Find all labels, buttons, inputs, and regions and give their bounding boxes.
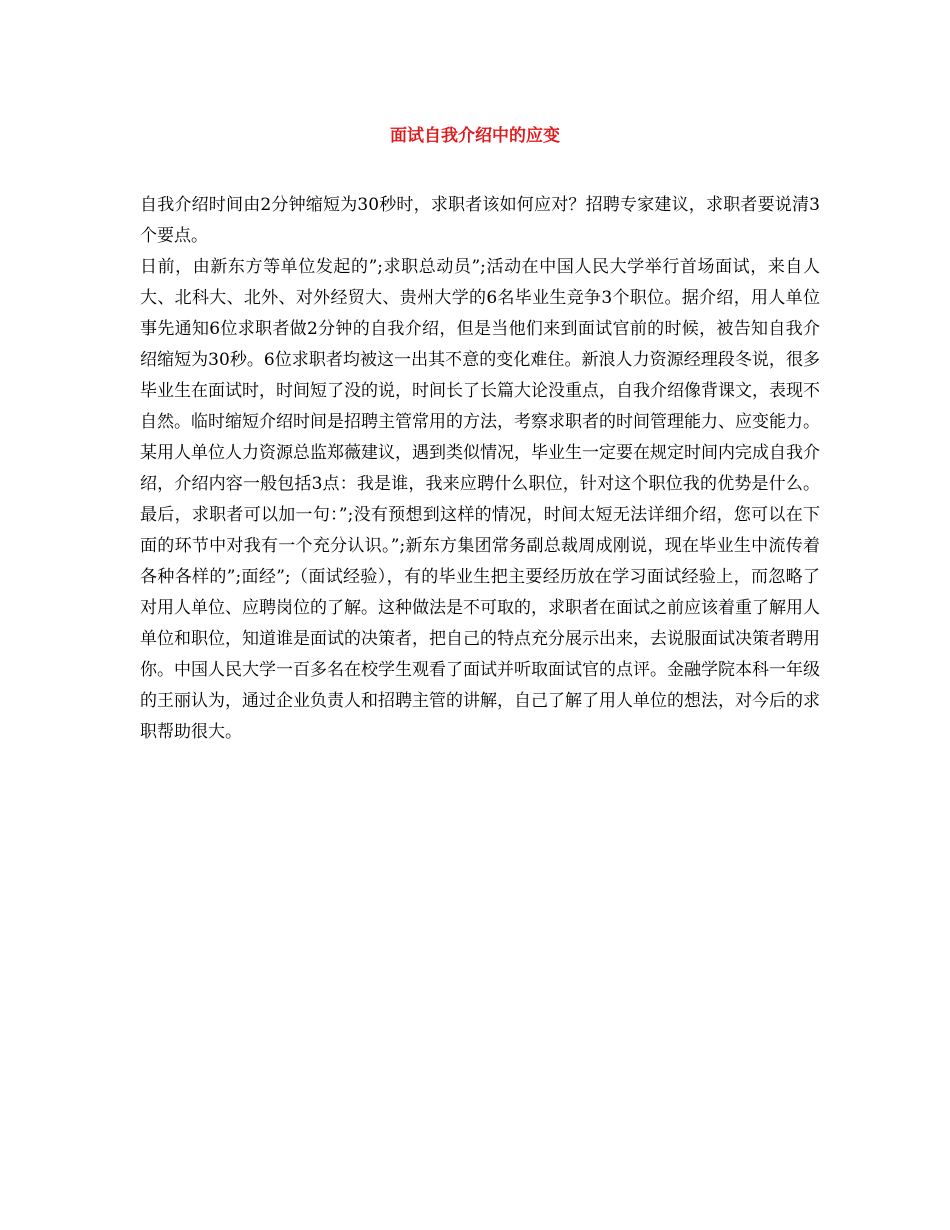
document-body [140,190,820,748]
intro-paragraph: 自我介绍时间由2分钟缩短为30秒时，求职者该如何应对？招聘专家建议，求职者要说清3个要点。 [140,195,820,246]
document-title: 面试自我介绍中的应变 [390,126,560,146]
body-paragraph: 日前，由新东方等单位发起的”;求职总动员”;活动在中国人民大学举行首场面试，来自人大、北科大、北外、对外经贸大、贵州大学的6名毕业生竞争3个职位。据介绍，用人单位事先通知6位求职者做2分钟的自我介绍，但是当他们来到面试官前的时候，被告知自我介绍缩短为30秒。6位求职者均被这一出其不意的变化难住。新浪人力资源经理段冬说，很多毕业生在面试时，时间短了没的说，时间长了长篇大论没重点，自我介绍像背课文，表现不自然。临时缩短介绍时间是招聘主管常用的方法，考察求职者的时间管理能力、应变能力。某用人单位人力资源总监郑薇建议，遇到类似情况，毕业生一定要在规定时间内完成自我介绍，介绍内容一般包括3点：我是谁，我来应聘什么职位，针对这个职位我的优势是什么。最后，求职者可以加一句：”;没有预想到这样的情况，时间太短无法详细介绍，您可以在下面的环节中对我有一个充分认识。”;新东方集团常务副总裁周成刚说，现在毕业生中流传着各种各样的”;面经”;（面试经验），有的毕业生把主要经历放在学习面试经验上，而忽略了对用人单位、应聘岗位的了解。这种做法是不可取的，求职者在面试之前应该着重了解用人单位和职位，知道谁是面试的决策者，把自己的特点充分展示出来，去说服面试决策者聘用你。中国人民大学一百多名在校学生观看了面试并听取面试官的点评。金融学院本科一年级的王丽认为，通过企业负责人和招聘主管的讲解，自己了解了用人单位的想法，对今后的求职帮助很大。 [140,257,820,742]
